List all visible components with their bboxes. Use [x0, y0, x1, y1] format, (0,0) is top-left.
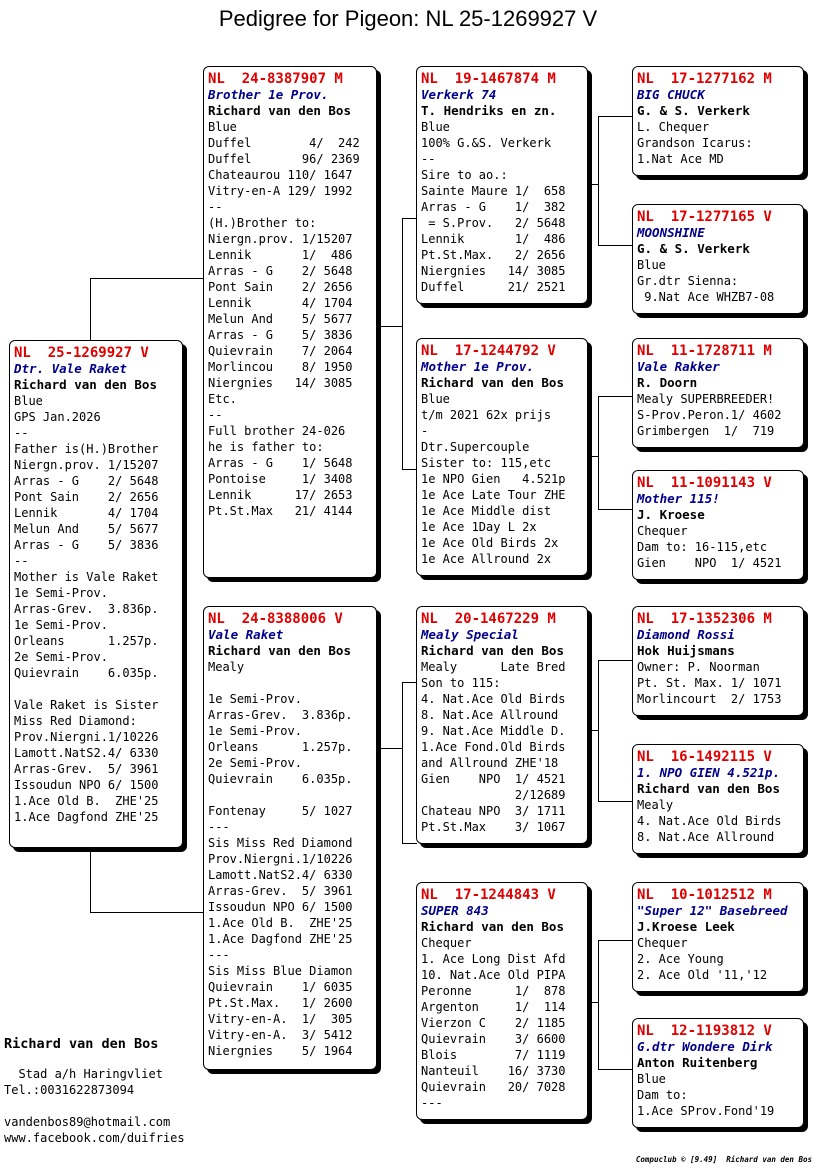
- breeder-phone: Tel.:0031622873094: [4, 1083, 135, 1097]
- info-line: Fontenay 5/ 1027: [208, 804, 353, 818]
- info-lines: [637, 1071, 800, 1119]
- info-line: Arras - G 5/ 3836: [14, 538, 159, 552]
- owner-name: Richard van den Bos: [208, 103, 351, 118]
- info-line: and Allround ZHE'18: [421, 756, 559, 770]
- info-line: Vitry-en-A 129/ 1992: [208, 184, 353, 198]
- owner-name: T. Hendriks en zn.: [421, 103, 557, 118]
- nickname: 1. NPO GIEN 4.521p.: [637, 765, 780, 780]
- info-line: ---: [208, 948, 230, 962]
- info-line: Issoudun NPO 6/ 1500: [208, 900, 353, 914]
- info-line: Son to 115:: [421, 676, 501, 690]
- info-line: Mealy: [637, 798, 674, 812]
- nickname: "Super 12" Basebreed: [637, 903, 788, 918]
- info-lines: [14, 393, 179, 825]
- ring-number: NL 11-1728711 M: [637, 343, 772, 359]
- info-lines: [208, 659, 373, 1059]
- info-line: Pont Sain 2/ 2656: [208, 280, 353, 294]
- info-line: Quievrain 20/ 7028: [421, 1080, 566, 1094]
- info-line: 1. Ace Long Dist Afd: [421, 952, 566, 966]
- info-line: 2. Ace Young: [637, 952, 724, 966]
- info-line: 1e Ace Middle dist: [421, 504, 552, 518]
- info-line: Sis Miss Blue Diamon: [208, 964, 353, 978]
- info-line: [14, 681, 179, 697]
- info-line: Arras-Grev. 3.836p.: [14, 602, 159, 616]
- connector-mf-bracket: [598, 660, 633, 802]
- info-line: Lennik 4/ 1704: [208, 296, 353, 310]
- info-line: [208, 675, 373, 691]
- pigeon-card-fff[interactable]: [632, 66, 804, 176]
- nickname: Mother 1e Prov.: [421, 359, 534, 374]
- info-line: Sis Miss Red Diamond: [208, 836, 353, 850]
- info-line: Pont Sain 2/ 2656: [14, 490, 159, 504]
- info-line: 1.Ace Old B. ZHE'25: [208, 916, 353, 930]
- info-line: ---: [421, 1096, 443, 1110]
- info-line: 4. Nat.Ace Old Birds: [421, 692, 566, 706]
- info-line: [208, 787, 373, 803]
- info-line: Argenton 1/ 114: [421, 1000, 566, 1014]
- info-line: Niergn.prov. 1/15207: [208, 232, 353, 246]
- info-line: Duffel 4/ 242: [208, 136, 360, 150]
- info-line: GPS Jan.2026: [14, 410, 101, 424]
- info-line: Blue: [208, 120, 237, 134]
- pigeon-card-mother[interactable]: [203, 606, 377, 1070]
- info-lines: [637, 659, 800, 707]
- info-lines: [208, 119, 373, 519]
- pigeon-card-mother-mother[interactable]: [416, 882, 588, 1120]
- info-line: Full brother 24-026: [208, 424, 346, 438]
- breeder-address: Stad a/h Haringvliet: [4, 1067, 163, 1081]
- nickname: Vale Raket: [208, 627, 284, 642]
- pigeon-card-mfm[interactable]: [632, 744, 804, 854]
- info-line: Arras - G 2/ 5648: [14, 474, 159, 488]
- info-line: Mealy SUPERBREEDER!: [637, 392, 775, 406]
- info-line: --: [14, 554, 29, 568]
- info-line: Dtr.Supercouple: [421, 440, 530, 454]
- connector-fm-bracket: [598, 396, 633, 510]
- ring-number: NL 20-1467229 M: [421, 611, 556, 627]
- info-line: Nanteuil 16/ 3730: [421, 1064, 566, 1078]
- connector-subject-father: [90, 278, 204, 341]
- info-line: Duffel 96/ 2369: [208, 152, 360, 166]
- info-lines: [637, 119, 800, 167]
- info-line: 1e Ace Late Tour ZHE: [421, 488, 566, 502]
- info-line: 4. Nat.Ace Old Birds: [637, 814, 782, 828]
- page-title: Pedigree for Pigeon: NL 25-1269927 V: [218, 6, 598, 31]
- nickname: MOONSHINE: [637, 225, 705, 240]
- info-line: Melun And 5/ 5677: [14, 522, 159, 536]
- pigeon-card-mmm[interactable]: [632, 1018, 804, 1128]
- info-line: ---: [208, 820, 230, 834]
- ring-number: NL 16-1492115 V: [637, 749, 772, 765]
- info-line: Arras - G 1/ 5648: [208, 456, 353, 470]
- pigeon-card-father-mother[interactable]: [416, 338, 588, 576]
- info-line: Issoudun NPO 6/ 1500: [14, 778, 159, 792]
- info-line: Owner: P. Noorman: [637, 660, 760, 674]
- info-lines: [637, 797, 800, 845]
- info-line: Arras - G 1/ 382: [421, 200, 566, 214]
- info-line: Pt.St.Max 3/ 1067: [421, 820, 566, 834]
- ring-number: NL 24-8387907 M: [208, 71, 343, 87]
- info-line: 2/12689: [421, 788, 566, 802]
- info-line: = S.Prov. 2/ 5648: [421, 216, 566, 230]
- nickname: Diamond Rossi: [637, 627, 735, 642]
- info-line: Mealy Late Bred: [421, 660, 566, 674]
- info-line: 1.Ace Fond.Old Birds: [421, 740, 566, 754]
- info-line: --: [208, 408, 223, 422]
- info-line: Blois 7/ 1119: [421, 1048, 566, 1062]
- info-line: t/m 2021 62x prijs: [421, 408, 552, 422]
- info-line: Morlincourt 2/ 1753: [637, 692, 782, 706]
- breeder-facebook[interactable]: www.facebook.com/duifries: [4, 1131, 185, 1145]
- breeder-spacer: [4, 1098, 200, 1114]
- info-line: Quievrain 7/ 2064: [208, 344, 353, 358]
- info-line: Miss Red Diamond:: [14, 714, 137, 728]
- info-line: Vitry-en-A. 1/ 305: [208, 1012, 353, 1026]
- info-line: Vale Raket is Sister: [14, 698, 159, 712]
- owner-name: G. & S. Verkerk: [637, 103, 750, 118]
- pigeon-card-ffm[interactable]: [632, 204, 804, 314]
- info-line: he is father to:: [208, 440, 324, 454]
- info-line: 2. Ace Old '11,'12: [637, 968, 768, 982]
- owner-name: Anton Ruitenberg: [637, 1055, 758, 1070]
- nickname: BIG CHUCK: [637, 87, 705, 102]
- owner-name: J.Kroese Leek: [637, 919, 735, 934]
- info-line: 1e Semi-Prov.: [208, 692, 302, 706]
- info-line: Orleans 1.257p.: [14, 634, 159, 648]
- info-lines: [421, 659, 584, 835]
- info-line: Melun And 5/ 5677: [208, 312, 353, 326]
- info-line: Chequer: [637, 524, 688, 538]
- info-line: Vitry-en-A. 3/ 5412: [208, 1028, 353, 1042]
- nickname: Verkerk 74: [421, 87, 497, 102]
- connector-mm-bracket: [598, 940, 633, 1070]
- connector-mf-stub: [588, 730, 598, 732]
- info-line: Lamott.NatS2.4/ 6330: [208, 868, 353, 882]
- ring-number: NL 12-1193812 V: [637, 1023, 772, 1039]
- info-line: Lennik 1/ 486: [208, 248, 353, 262]
- owner-name: Richard van den Bos: [421, 643, 564, 658]
- info-line: 1e Ace Old Birds 2x: [421, 536, 559, 550]
- pigeon-card-mmf[interactable]: [632, 882, 804, 992]
- ring-number: NL 25-1269927 V: [14, 345, 149, 361]
- info-line: 9. Nat.Ace Middle D.: [421, 724, 566, 738]
- info-line: 10. Nat.Ace Old PIPA: [421, 968, 566, 982]
- owner-name: G. & S. Verkerk: [637, 241, 750, 256]
- info-lines: [637, 257, 800, 305]
- info-line: Niergn.prov. 1/15207: [14, 458, 159, 472]
- connector-ff-stub: [588, 184, 598, 186]
- info-line: 1e Semi-Prov.: [208, 724, 302, 738]
- info-line: Blue: [421, 392, 450, 406]
- info-line: S-Prov.Peron.1/ 4602: [637, 408, 782, 422]
- ring-number: NL 17-1244843 V: [421, 887, 556, 903]
- copyright-footer: Compuclub © [9.49] Richard van den Bos: [635, 1155, 812, 1164]
- info-line: Blue: [637, 258, 666, 272]
- pigeon-card-subject[interactable]: [9, 340, 183, 848]
- info-line: Duffel 21/ 2521: [421, 280, 566, 294]
- owner-name: Richard van den Bos: [421, 919, 564, 934]
- info-line: Mealy: [208, 660, 245, 674]
- info-line: Morlincou 8/ 1950: [208, 360, 353, 374]
- info-line: Pt.St.Max. 2/ 2656: [421, 248, 566, 262]
- nickname: G.dtr Wondere Dirk: [637, 1039, 773, 1054]
- ring-number: NL 10-1012512 M: [637, 887, 772, 903]
- nickname: Mealy Special: [421, 627, 519, 642]
- ring-number: NL 11-1091143 V: [637, 475, 772, 491]
- info-line: --: [14, 426, 29, 440]
- owner-name: Richard van den Bos: [14, 377, 157, 392]
- info-line: 1.Ace Old B. ZHE'25: [14, 794, 159, 808]
- breeder-name: Richard van den Bos: [4, 1036, 159, 1052]
- info-line: Pt.St.Max. 1/ 2600: [208, 996, 353, 1010]
- info-line: Lennik 4/ 1704: [14, 506, 159, 520]
- info-lines: [421, 119, 584, 295]
- info-line: Pt.St.Max 21/ 4144: [208, 504, 353, 518]
- owner-name: R. Doorn: [637, 375, 698, 390]
- info-line: Sister to: 115,etc: [421, 456, 552, 470]
- ring-number: NL 17-1277165 V: [637, 209, 772, 225]
- pigeon-card-mother-father[interactable]: [416, 606, 588, 844]
- info-line: Chequer: [421, 936, 472, 950]
- nickname: Brother 1e Prov.: [208, 87, 329, 102]
- info-line: (H.)Brother to:: [208, 216, 317, 230]
- pigeon-card-mff[interactable]: [632, 606, 804, 716]
- info-line: 100% G.&S. Verkerk: [421, 136, 552, 150]
- owner-name: Richard van den Bos: [421, 375, 564, 390]
- info-line: L. Chequer: [637, 120, 710, 134]
- info-line: Chateaurou 110/ 1647: [208, 168, 353, 182]
- info-line: Pontoise 1/ 3408: [208, 472, 353, 486]
- owner-name: J. Kroese: [637, 507, 705, 522]
- info-line: 8. Nat.Ace Allround: [637, 830, 775, 844]
- ring-number: NL 19-1467874 M: [421, 71, 556, 87]
- info-line: Vierzon C 2/ 1185: [421, 1016, 566, 1030]
- connector-mm-stub: [588, 1002, 598, 1004]
- pigeon-card-father-father[interactable]: [416, 66, 588, 304]
- info-line: Quievrain 6.035p.: [14, 666, 159, 680]
- info-line: Blue: [637, 1072, 666, 1086]
- info-line: Chequer: [637, 936, 688, 950]
- info-line: Sainte Maure 1/ 658: [421, 184, 566, 198]
- info-line: Dam to:: [637, 1088, 688, 1102]
- info-line: 1e NPO Gien 4.521p: [421, 472, 566, 486]
- info-line: Arras-Grev. 5/ 3961: [208, 884, 353, 898]
- info-line: Dam to: 16-115,etc: [637, 540, 768, 554]
- ring-number: NL 17-1244792 V: [421, 343, 556, 359]
- pigeon-card-father[interactable]: [203, 66, 377, 578]
- info-line: Prov.Niergni.1/10226: [208, 852, 353, 866]
- info-line: Pt. St. Max. 1/ 1071: [637, 676, 782, 690]
- breeder-info: [4, 1036, 200, 1146]
- info-line: Father is(H.)Brother: [14, 442, 159, 456]
- info-line: Gr.dtr Sienna:: [637, 274, 739, 288]
- info-line: Lennik 17/ 2653: [208, 488, 353, 502]
- owner-name: Richard van den Bos: [208, 643, 351, 658]
- owner-name: Richard van den Bos: [637, 781, 780, 796]
- info-line: Arras - G 5/ 3836: [208, 328, 353, 342]
- info-line: -: [421, 424, 429, 438]
- info-lines: [637, 391, 800, 439]
- info-line: 1e Ace 1Day L 2x: [421, 520, 537, 534]
- connector-ff-bracket: [598, 116, 633, 246]
- info-line: Niergnies 5/ 1964: [208, 1044, 353, 1058]
- info-line: 9.Nat Ace WHZB7-08: [637, 290, 775, 304]
- info-line: Arras-Grev. 3.836p.: [208, 708, 353, 722]
- info-line: Peronne 1/ 878: [421, 984, 566, 998]
- info-line: Grimbergen 1/ 719: [637, 424, 775, 438]
- info-line: --: [421, 152, 436, 166]
- connector-fm-stub: [588, 456, 598, 458]
- connector-father-parents: [378, 326, 402, 328]
- owner-name: Hok Huijsmans: [637, 643, 735, 658]
- nickname: Dtr. Vale Raket: [14, 361, 127, 376]
- info-line: Mother is Vale Raket: [14, 570, 159, 584]
- info-lines: [637, 523, 800, 571]
- connector-mother-bracket: [402, 682, 417, 844]
- connector-mother-parents: [378, 748, 402, 750]
- info-line: Lamott.NatS2.4/ 6330: [14, 746, 159, 760]
- info-line: Niergnies 14/ 3085: [208, 376, 353, 390]
- info-line: Etc.: [208, 392, 237, 406]
- pigeon-card-fmf[interactable]: [632, 338, 804, 448]
- info-line: 1.Ace SProv.Fond'19: [637, 1104, 775, 1118]
- info-line: Gien NPO 1/ 4521: [637, 556, 782, 570]
- nickname: SUPER 843: [421, 903, 489, 918]
- info-line: Quievrain 1/ 6035: [208, 980, 353, 994]
- nickname: Vale Rakker: [637, 359, 720, 374]
- info-line: Prov.Niergni.1/10226: [14, 730, 159, 744]
- ring-number: NL 24-8388006 V: [208, 611, 343, 627]
- info-line: Blue: [421, 120, 450, 134]
- info-line: Chateau NPO 3/ 1711: [421, 804, 566, 818]
- info-line: Sire to ao.:: [421, 168, 508, 182]
- info-line: 1.Ace Dagfond ZHE'25: [208, 932, 353, 946]
- info-line: Orleans 1.257p.: [208, 740, 353, 754]
- info-line: Arras - G 2/ 5648: [208, 264, 353, 278]
- info-line: 8. Nat.Ace Allround: [421, 708, 559, 722]
- info-lines: [421, 391, 584, 567]
- pigeon-card-fmm[interactable]: [632, 470, 804, 580]
- info-line: 2e Semi-Prov.: [208, 756, 302, 770]
- info-line: Gien NPO 1/ 4521: [421, 772, 566, 786]
- ring-number: NL 17-1352306 M: [637, 611, 772, 627]
- info-line: Blue: [14, 394, 43, 408]
- info-line: Quievrain 3/ 6600: [421, 1032, 566, 1046]
- info-line: Quievrain 6.035p.: [208, 772, 353, 786]
- info-line: 1e Semi-Prov.: [14, 586, 108, 600]
- info-line: Arras-Grev. 5/ 3961: [14, 762, 159, 776]
- info-line: 1.Ace Dagfond ZHE'25: [14, 810, 159, 824]
- connector-father-bracket: [402, 218, 417, 470]
- info-line: 1.Nat Ace MD: [637, 152, 724, 166]
- connector-subject-mother: [90, 848, 204, 913]
- info-line: 2e Semi-Prov.: [14, 650, 108, 664]
- info-line: --: [208, 200, 223, 214]
- info-line: 1e Semi-Prov.: [14, 618, 108, 632]
- info-line: 1e Ace Allround 2x: [421, 552, 552, 566]
- info-line: Grandson Icarus:: [637, 136, 753, 150]
- nickname: Mother 115!: [637, 491, 720, 506]
- info-lines: [421, 935, 584, 1111]
- info-line: Niergnies 14/ 3085: [421, 264, 566, 278]
- info-line: Lennik 1/ 486: [421, 232, 566, 246]
- ring-number: NL 17-1277162 M: [637, 71, 772, 87]
- breeder-email[interactable]: vandenbos89@hotmail.com: [4, 1115, 171, 1129]
- info-lines: [637, 935, 800, 983]
